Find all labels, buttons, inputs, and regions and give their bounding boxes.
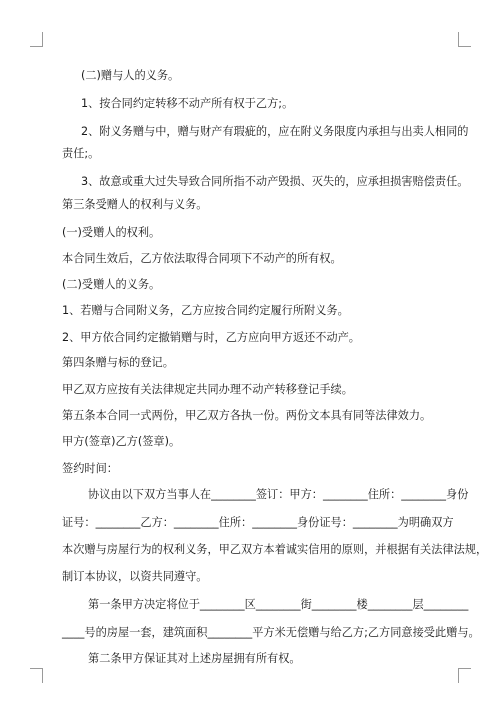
crop-mark-bottom-left bbox=[30, 668, 43, 683]
paragraph: 本合同生效后，乙方依法取得合同项下不动产的所有权。 bbox=[62, 252, 342, 265]
paragraph: 1、按合同约定转移不动产所有权于乙方;。 bbox=[81, 97, 294, 110]
paragraph: 第五条本合同一式两份，甲乙双方各执一份。两份文本具有同等法律效力。 bbox=[62, 409, 432, 422]
paragraph: 2、甲方依合同约定撤销赠与时，乙方应向甲方返还不动产。 bbox=[62, 331, 360, 344]
section-heading: (一)受赠人的权利。 bbox=[62, 226, 161, 239]
agreement-intro: 证号：________乙方：________住所：________身份证号：________为明确双方 bbox=[62, 516, 454, 529]
agreement-intro: 制订本协议，以资共同遵守。 bbox=[62, 570, 208, 583]
agreement-intro: 协议由以下双方当事人在________签订：甲方：________住所：________身份 bbox=[88, 488, 469, 501]
paragraph: 1、若赠与合同附义务，乙方应按合同约定履行所附义务。 bbox=[62, 304, 349, 317]
signature-line: 甲方(签章)乙方(签章)。 bbox=[62, 435, 181, 448]
article-heading: 第四条赠与标的登记。 bbox=[62, 356, 174, 369]
paragraph: 3、故意或重大过失导致合同所指不动产毁损、灭失的，应承担损害赔偿责任。 bbox=[81, 175, 469, 188]
article-two: 第二条甲方保证其对上述房屋拥有所有权。 bbox=[88, 652, 301, 665]
paragraph: 甲乙双方应按有关法律规定共同办理不动产转移登记手续。 bbox=[62, 383, 353, 396]
crop-mark-top-right bbox=[458, 32, 471, 47]
article-one: ____号的房屋一套，建筑面积________平方米无偿赠与给乙方;乙方同意接受此赠与。 bbox=[62, 626, 480, 639]
article-one: 第一条甲方决定将位于________区________街________楼________层________ bbox=[88, 598, 469, 611]
agreement-intro: 本次赠与房屋行为的权利义务，甲乙双方本着诚实信用的原则，并根据有关法律法规， bbox=[62, 543, 488, 556]
article-heading: 第三条受赠人的权利与义务。 bbox=[62, 198, 208, 211]
signing-time-label: 签约时间： bbox=[62, 462, 118, 475]
heading-donor-obligations: (二)赠与人的义务。 bbox=[81, 69, 180, 82]
paragraph: 2、附义务赠与中，赠与财产有瑕疵的，应在附义务限度内承担与出卖人相同的 bbox=[81, 125, 469, 138]
section-heading: (二)受赠人的义务。 bbox=[62, 278, 161, 291]
crop-mark-top-left bbox=[30, 32, 43, 47]
crop-mark-bottom-right bbox=[458, 668, 471, 683]
paragraph-continuation: 责任;。 bbox=[62, 147, 100, 160]
